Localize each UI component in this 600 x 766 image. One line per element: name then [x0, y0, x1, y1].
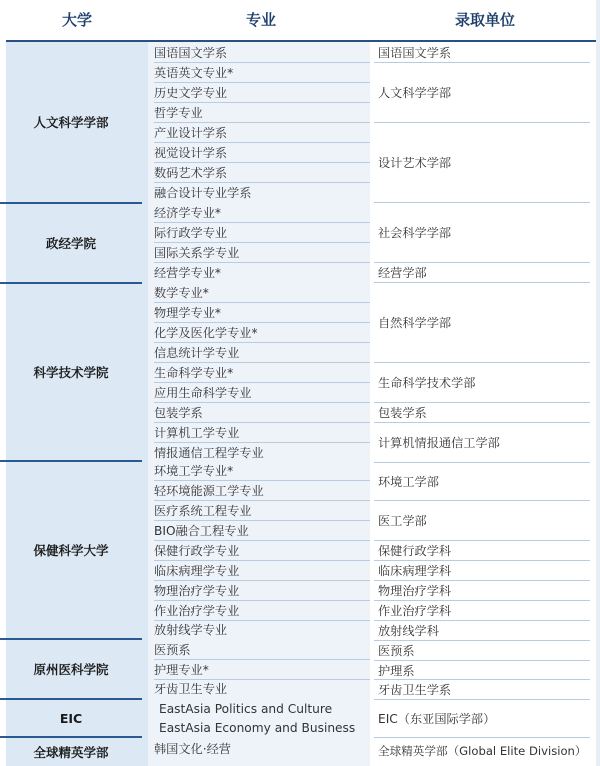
admission-unit: 包装学系	[374, 403, 590, 423]
admission-unit: 保健行政学科	[374, 541, 590, 561]
admission-unit: 全球精英学部（Global Elite Division）	[378, 744, 587, 758]
major-item: 保健行政学专业	[154, 541, 370, 561]
major-item: 情报通信工程学专业	[154, 446, 264, 460]
major-item: 计算机工学专业	[154, 423, 370, 443]
admission-unit: 国语国文学系	[374, 43, 590, 63]
header-major: 专业	[245, 11, 276, 29]
admission-unit: 设计艺术学部	[374, 123, 590, 203]
major-item: 经济学专业*	[154, 203, 370, 223]
admission-unit: 物理治疗学科	[374, 581, 590, 601]
admission-unit: 医预系	[374, 641, 590, 661]
major-item: 应用生命科学专业	[154, 383, 370, 403]
major-item: 生命科学专业*	[154, 363, 370, 383]
admission-unit: 社会科学学部	[374, 203, 590, 263]
major-item: 英语英文专业*	[154, 63, 370, 83]
admission-unit: 环境工学部	[374, 463, 590, 501]
admission-unit: EIC（东亚国际学部）	[374, 700, 590, 738]
admission-unit: 放射线学科	[374, 621, 590, 641]
admission-unit: 经营学部	[374, 263, 590, 283]
right-edge	[596, 0, 600, 766]
major-item: 轻环境能源工学专业	[154, 481, 370, 501]
admission-unit: 医工学部	[374, 501, 590, 541]
admission-unit: 作业治疗学科	[374, 601, 590, 621]
major-item: 化学及医化学专业*	[154, 323, 370, 343]
major-item: 物理治疗学专业	[154, 581, 370, 601]
major-item: 信息统计学专业	[154, 343, 370, 363]
major-item: 环境工学专业*	[154, 461, 370, 481]
university-cell: EIC	[0, 700, 142, 738]
major-item: 作业治疗学专业	[154, 601, 370, 621]
header-admission-unit: 录取单位	[454, 11, 515, 29]
major-item: 物理学专业*	[154, 303, 370, 323]
major-item: 包装学系	[154, 403, 370, 423]
admission-unit: 计算机情报通信工学部	[374, 423, 590, 463]
major-item: 护理专业*	[154, 660, 370, 680]
major-item: 际行政学专业	[154, 223, 370, 243]
major-item-eic-1: EastAsia Politics and Culture	[159, 702, 333, 716]
major-item: 经营学专业*	[154, 266, 222, 280]
major-item: 数码艺术学系	[154, 163, 370, 183]
admission-unit: 自然科学学部	[374, 283, 590, 363]
major-item: 放射线学专业	[154, 623, 228, 637]
major-item: 历史文学专业	[154, 83, 370, 103]
admission-unit: 临床病理学科	[374, 561, 590, 581]
admission-unit: 人文科学学部	[374, 63, 590, 123]
major-item: 融合设计专业学系	[154, 186, 252, 200]
admission-unit: 生命科学技术学部	[374, 363, 590, 403]
major-item: 哲学专业	[154, 103, 370, 123]
major-item: 国语国文学系	[154, 43, 370, 63]
table-header	[0, 0, 600, 42]
admission-unit: 护理系	[374, 661, 590, 680]
university-cell: 保健科学大学	[0, 462, 142, 640]
header-university: 大学	[61, 11, 92, 29]
major-item: 视觉设计学系	[154, 143, 370, 163]
university-cell: 政经学院	[0, 204, 142, 284]
major-item: 医疗系统工程专业	[154, 501, 370, 521]
major-item: 医预系	[154, 640, 370, 660]
major-item: 临床病理学专业	[154, 561, 370, 581]
major-item: 产业设计学系	[154, 123, 370, 143]
major-item: 国际关系学专业	[154, 243, 370, 263]
major-item: 数学专业*	[154, 283, 370, 303]
major-item-global: 韩国文化·经营	[154, 742, 231, 756]
major-item: BIO融合工程专业	[154, 521, 370, 541]
university-cell: 人文科学学部	[0, 42, 142, 204]
major-item-eic-2: EastAsia Economy and Business	[159, 721, 356, 735]
admission-unit: 牙齿卫生学系	[374, 680, 590, 700]
university-cell: 全球精英学部	[33, 745, 109, 760]
university-cell: 原州医科学院	[0, 640, 142, 700]
major-item: 牙齿卫生专业	[154, 682, 228, 696]
university-cell: 科学技术学院	[0, 284, 142, 462]
